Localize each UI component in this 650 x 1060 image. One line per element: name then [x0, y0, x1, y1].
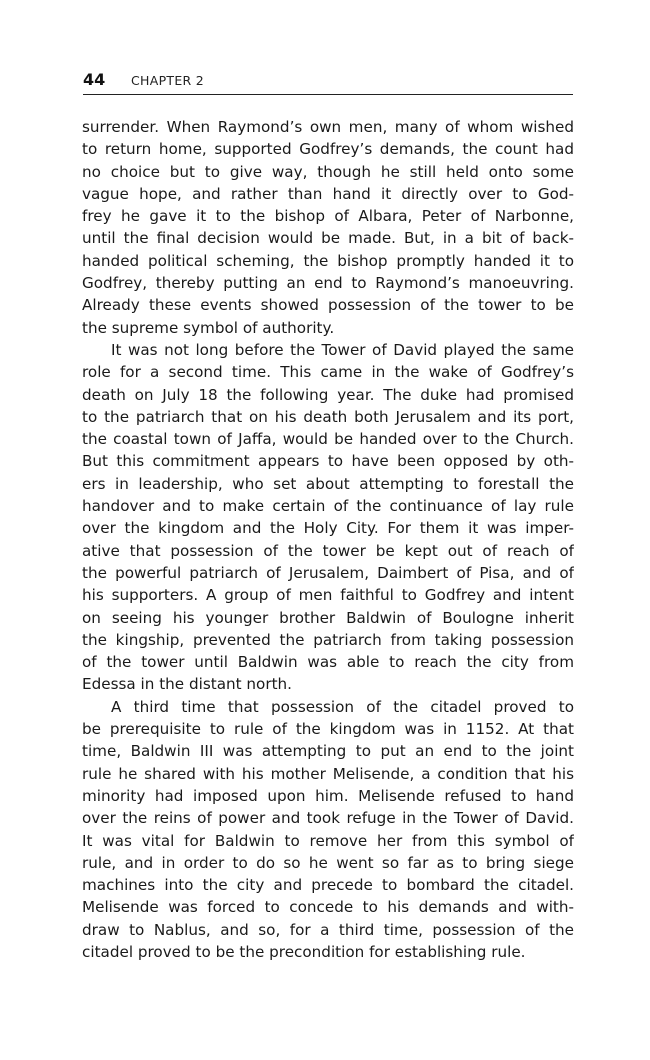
text-line: over the kingdom and the Holy City. For them it was imper- — [82, 519, 574, 538]
paragraph — [82, 339, 574, 696]
text-line: draw to Nablus, and so, for a third time, possession of the — [82, 920, 574, 939]
text-line: citadel proved to be the precondition for establishing rule. — [82, 942, 526, 961]
text-line: be prerequisite to rule of the kingdom was in 1152. At that — [82, 720, 574, 739]
text-line: until the final decision would be made. But, in a bit of back- — [82, 229, 574, 248]
text-line: rule he shared with his mother Melisende, a condition that his — [82, 764, 574, 783]
text-line: ers in leadership, who set about attempting to forestall the — [82, 474, 574, 493]
text-line: machines into the city and precede to bombard the citadel. — [82, 876, 574, 895]
text-line: Edessa in the distant north. — [82, 675, 292, 694]
text-line: It was not long before the Tower of David played the same — [111, 340, 574, 359]
text-line: handed political scheming, the bishop promptly handed it to — [82, 251, 574, 270]
text-line: It was vital for Baldwin to remove her from this symbol of — [82, 831, 574, 850]
text-line: But this commitment appears to have been opposed by oth- — [82, 452, 574, 471]
text-line: time, Baldwin III was attempting to put an end to the joint — [82, 742, 574, 761]
text-line: A third time that possession of the citadel proved to — [111, 697, 574, 716]
text-line: handover and to make certain of the continuance of lay rule — [82, 497, 574, 516]
text-line: death on July 18 the following year. The duke had promised — [82, 385, 574, 404]
text-line: the coastal town of Jaffa, would be handed over to the Church. — [82, 430, 574, 449]
text-line: Already these events showed possession of the tower to be — [82, 296, 574, 315]
text-line: the supreme symbol of authority. — [82, 318, 335, 337]
text-line: surrender. When Raymond’s own men, many of whom wished — [82, 118, 574, 136]
chapter-label: CHAPTER 2 — [131, 73, 205, 88]
text-line: his supporters. A group of men faithful to Godfrey and intent — [82, 586, 574, 605]
text-line: vague hope, and rather than hand it directly over to God- — [82, 184, 574, 203]
text-line: minority had imposed upon him. Melisende refused to hand — [82, 786, 574, 805]
text-line: no choice but to give way, though he still held onto some — [82, 162, 574, 181]
text-line: frey he gave it to the bishop of Albara, Peter of Narbonne, — [82, 207, 574, 226]
text-line: the powerful patriarch of Jerusalem, Daimbert of Pisa, and of — [82, 563, 574, 582]
text-line: role for a second time. This came in the wake of Godfrey’s — [82, 363, 574, 382]
running-head — [83, 68, 573, 95]
body-text — [82, 116, 574, 963]
paragraph — [82, 116, 574, 339]
text-line: rule, and in order to do so he went so far as to bring siege — [82, 853, 574, 872]
text-line: to the patriarch that on his death both Jerusalem and its port, — [82, 407, 574, 426]
text-line: Godfrey, thereby putting an end to Raymond’s manoeuvring. — [82, 274, 574, 293]
text-line: over the reins of power and took refuge in the Tower of David. — [82, 809, 574, 828]
text-line: Melisende was forced to concede to his demands and with- — [82, 898, 574, 917]
text-line: to return home, supported Godfrey’s demands, the count had — [82, 140, 574, 159]
text-line: of the tower until Baldwin was able to reach the city from — [82, 653, 574, 672]
paragraph — [82, 696, 574, 964]
text-line: ative that possession of the tower be kept out of reach of — [82, 541, 574, 560]
text-line: on seeing his younger brother Baldwin of Boulogne inherit — [82, 608, 574, 627]
text-line: the kingship, prevented the patriarch from taking possession — [82, 630, 574, 649]
page-number: 44 — [83, 70, 106, 89]
